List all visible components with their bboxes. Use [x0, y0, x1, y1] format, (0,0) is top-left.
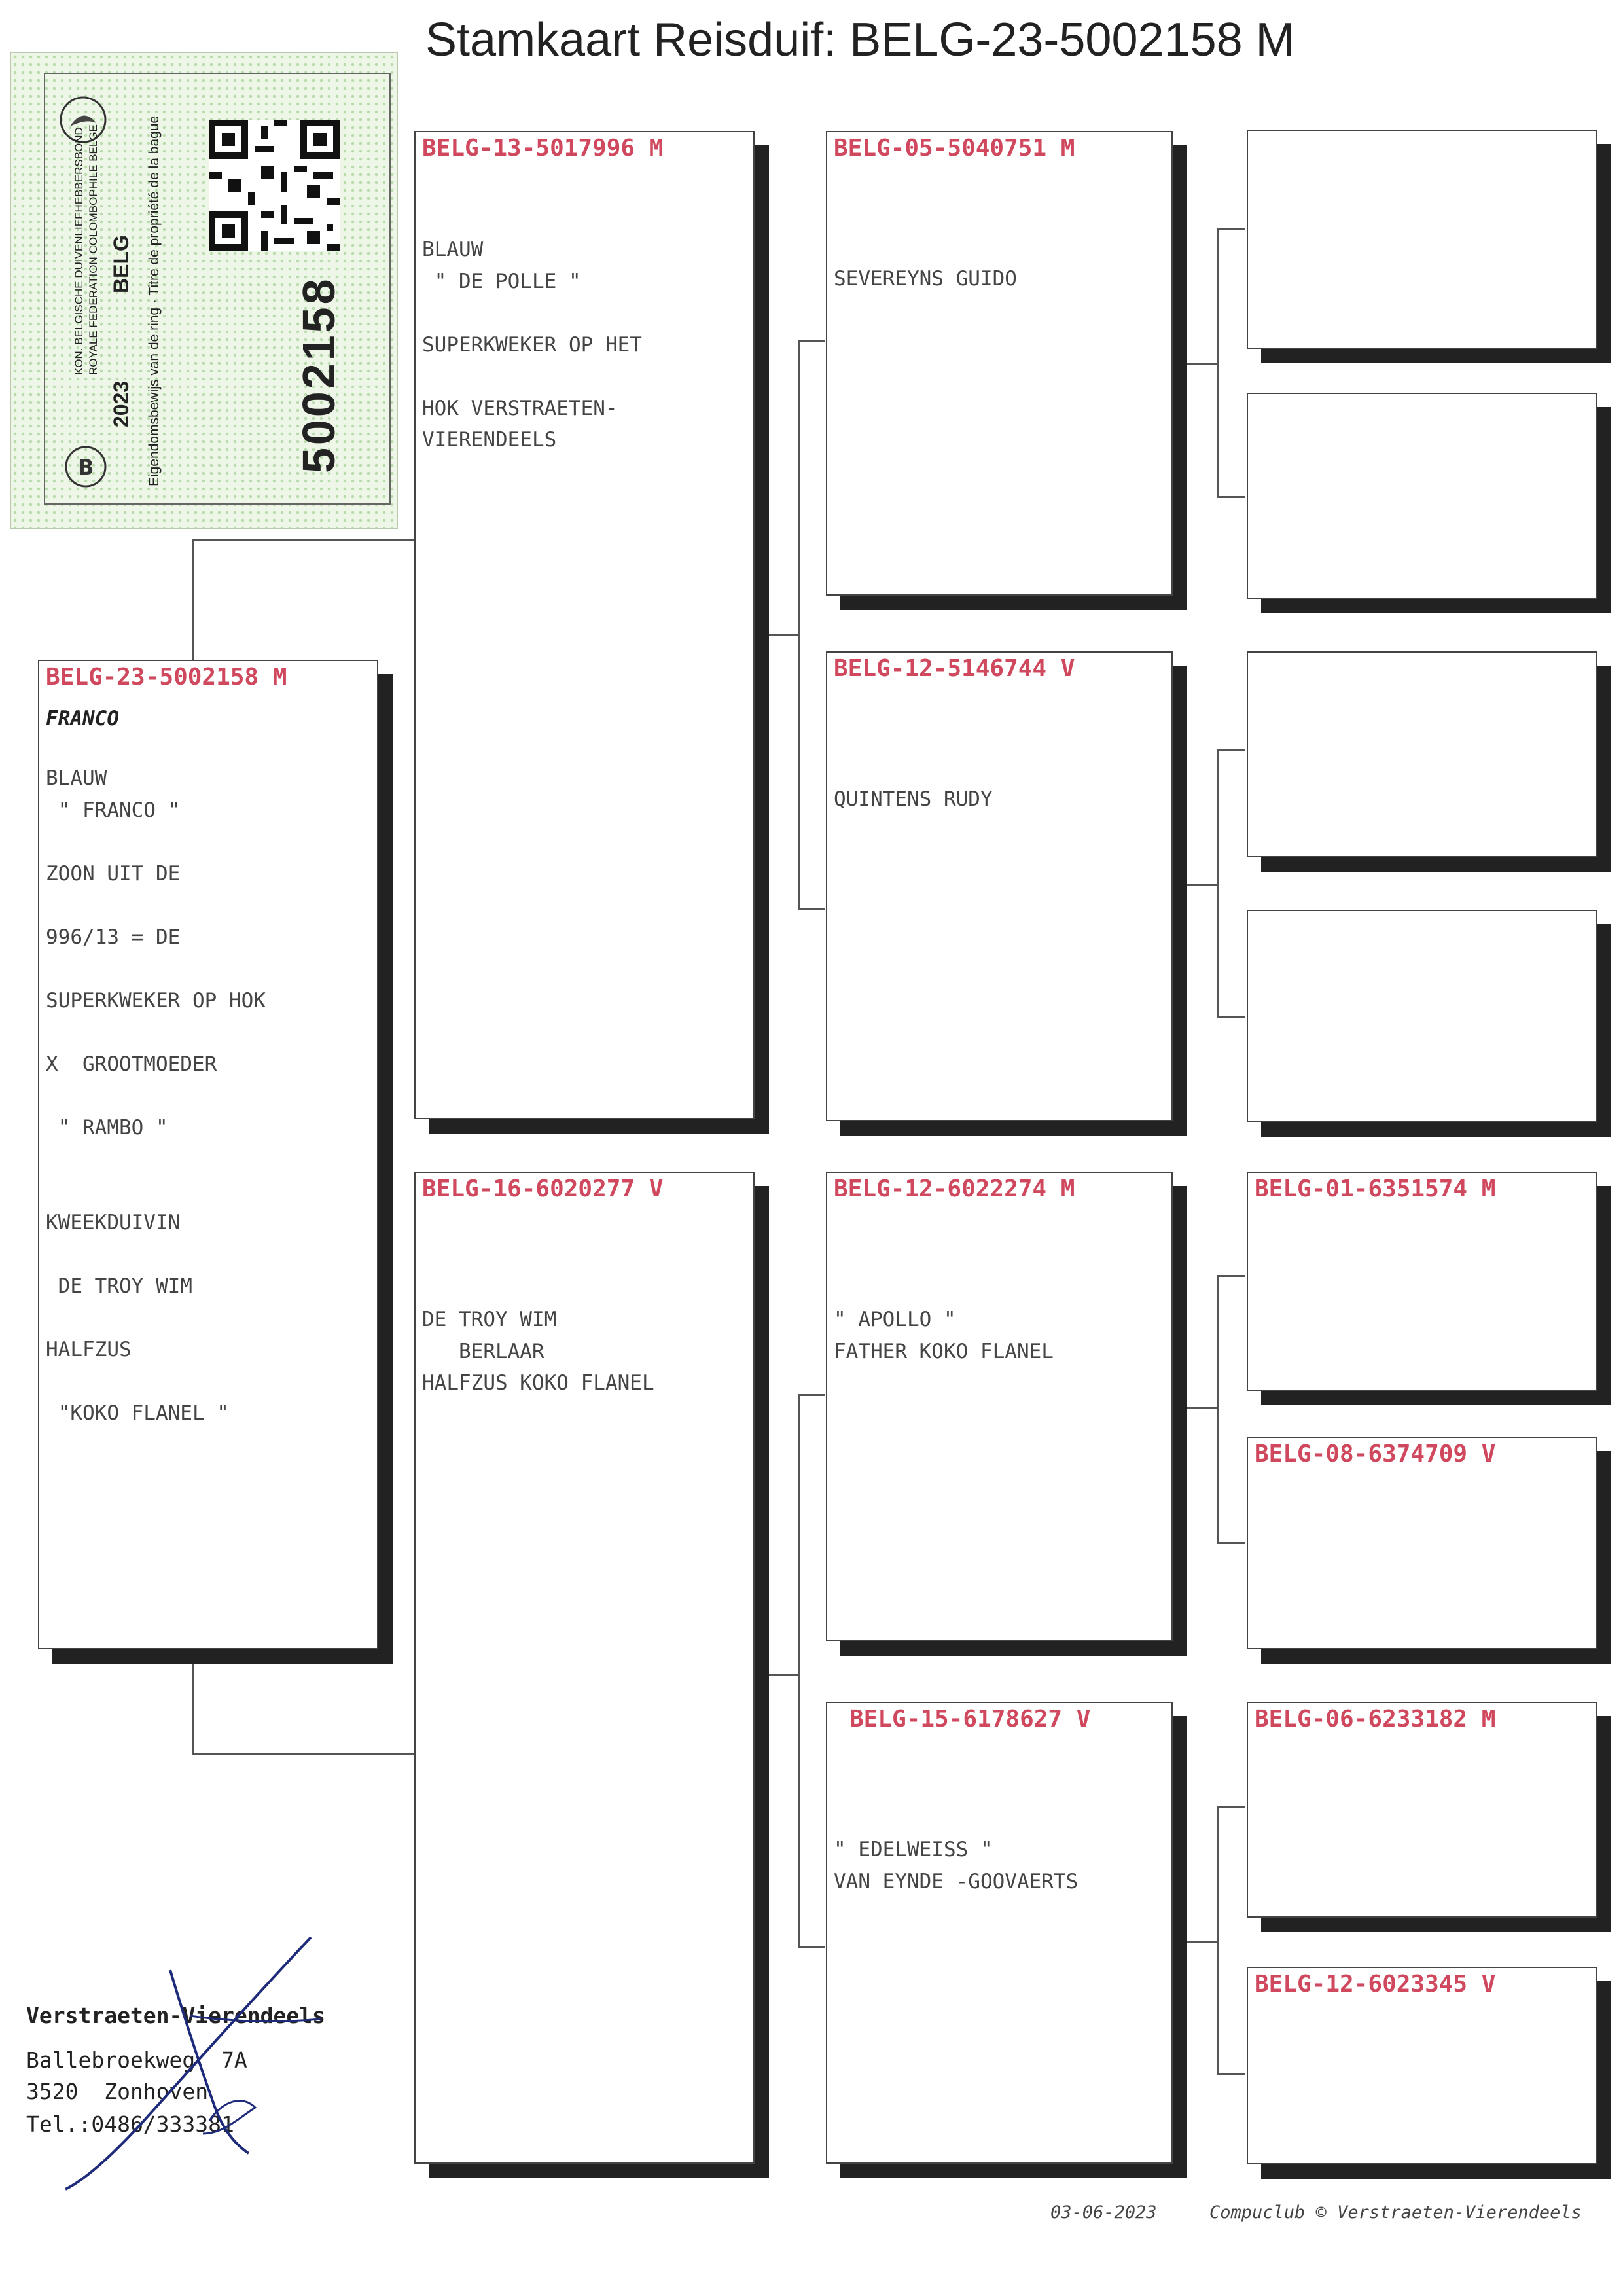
mother-box — [414, 1172, 755, 2164]
copyright-text: Compuclub © Verstraeten-Vierendeels — [1209, 2202, 1582, 2223]
subject-name: FRANCO — [46, 707, 119, 730]
father-description: BLAUW " DE POLLE " SUPERKWEKER OP HET HOK VERSTRAETEN- VIERENDEELS — [422, 238, 642, 452]
ggp-box-1 — [1247, 130, 1597, 349]
connector-line — [1217, 749, 1219, 1018]
connector-line — [192, 539, 414, 541]
owner-city: 3520 Zonhoven — [26, 2079, 209, 2104]
grandmother-maternal-ring: BELG-15-6178627 V — [849, 1706, 1091, 1732]
grandfather-maternal-box — [826, 1172, 1173, 1641]
connector-line — [1217, 228, 1245, 230]
connector-line — [798, 1394, 825, 1396]
pigeon-icon — [60, 440, 112, 493]
card-country: BELG — [109, 235, 133, 293]
connector-line — [1217, 2073, 1245, 2075]
connector-line — [1217, 1016, 1245, 1018]
print-date: 03-06-2023 — [1050, 2202, 1157, 2223]
svg-text:B: B — [78, 455, 94, 480]
connector-line — [1217, 1806, 1219, 2075]
connector-line — [1217, 1275, 1245, 1277]
mother-description: DE TROY WIM BERLAAR HALFZUS KOKO FLANEL — [422, 1308, 654, 1395]
connector-line — [764, 634, 800, 636]
card-federation-line2: ROYALE FEDERATION COLOMBOPHILE BELGE — [87, 124, 99, 375]
grandmother-maternal-description: " EDELWEISS " VAN EYNDE -GOOVAERTS — [834, 1838, 1079, 1893]
ggp-ring-5: BELG-01-6351574 M — [1255, 1175, 1496, 1202]
connector-line — [798, 908, 825, 910]
grandmother-maternal-box — [826, 1702, 1173, 2164]
connector-line — [1217, 1275, 1219, 1543]
ggp-box-2 — [1247, 393, 1597, 599]
connector-line — [192, 539, 194, 670]
grandfather-paternal-box — [826, 131, 1173, 596]
ggp-box-4 — [1247, 910, 1597, 1122]
father-box — [414, 131, 755, 1119]
card-ownership-text: Eigendomsbewijs van de ring · Titre de propriété de la bague — [147, 115, 162, 486]
grandfather-maternal-ring: BELG-12-6022274 M — [834, 1175, 1075, 1202]
ggp-box-8 — [1247, 1967, 1597, 2164]
card-ring-number: 5002158 — [293, 276, 344, 473]
owner-phone: Tel.:0486/333381 — [26, 2111, 234, 2137]
connector-line — [1183, 363, 1219, 365]
owner-street: Ballebroekweg 7A — [26, 2047, 247, 2073]
connector-line — [1183, 884, 1219, 886]
connector-line — [798, 340, 825, 342]
connector-line — [192, 1636, 194, 1754]
connector-line — [1183, 1941, 1219, 1943]
ggp-box-5 — [1247, 1172, 1597, 1391]
subject-description: BLAUW " FRANCO " ZOON UIT DE 996/13 = DE SUPERKWEKER OP HOK X GROOTMOEDER " RAMBO " KWEEKDUIVIN DE TROY WIM HALFZUS "KOKO FLANEL " — [46, 766, 266, 1425]
card-year: 2023 — [109, 380, 133, 427]
grandfather-maternal-description: " APOLLO " FATHER KOKO FLANEL — [834, 1308, 1054, 1363]
connector-line — [1183, 1407, 1219, 1409]
signature — [39, 1924, 340, 2199]
ring-ownership-card — [10, 52, 398, 529]
connector-line — [1217, 1806, 1245, 1808]
card-frame — [44, 73, 391, 505]
card-federation-line1: KON. BELGISCHE DUIVENLIEFHEBBERSBOND — [73, 127, 85, 375]
connector-line — [1217, 1542, 1245, 1544]
ggp-ring-7: BELG-06-6233182 M — [1255, 1706, 1496, 1732]
connector-line — [1217, 228, 1219, 497]
ggp-ring-8: BELG-12-6023345 V — [1255, 1971, 1496, 1998]
owner-name: Verstraeten-Vierendeels — [26, 2003, 325, 2028]
mother-ring-number: BELG-16-6020277 V — [422, 1175, 664, 1202]
subject-ring-number: BELG-23-5002158 M — [46, 664, 287, 691]
grandfather-paternal-description: SEVEREYNS GUIDO — [834, 267, 1017, 291]
father-ring-number: BELG-13-5017996 M — [422, 135, 664, 162]
connector-line — [798, 1394, 800, 1947]
ggp-box-6 — [1247, 1437, 1597, 1649]
connector-line — [1217, 749, 1245, 751]
connector-line — [798, 1946, 825, 1948]
connector-line — [798, 340, 800, 908]
subject-pigeon-box — [38, 660, 378, 1649]
connector-line — [192, 1753, 414, 1755]
grandmother-paternal-description: QUINTENS RUDY — [834, 787, 993, 811]
page-title: Stamkaart Reisduif: BELG-23-5002158 M — [425, 14, 1295, 66]
grandmother-paternal-ring: BELG-12-5146744 V — [834, 655, 1075, 682]
connector-line — [1217, 496, 1245, 498]
ggp-ring-6: BELG-08-6374709 V — [1255, 1441, 1496, 1467]
grandmother-paternal-box — [826, 651, 1173, 1121]
connector-line — [764, 1674, 800, 1676]
grandfather-paternal-ring: BELG-05-5040751 M — [834, 135, 1075, 162]
qr-code-icon — [209, 120, 340, 251]
ggp-box-3 — [1247, 651, 1597, 857]
ggp-box-7 — [1247, 1702, 1597, 1918]
